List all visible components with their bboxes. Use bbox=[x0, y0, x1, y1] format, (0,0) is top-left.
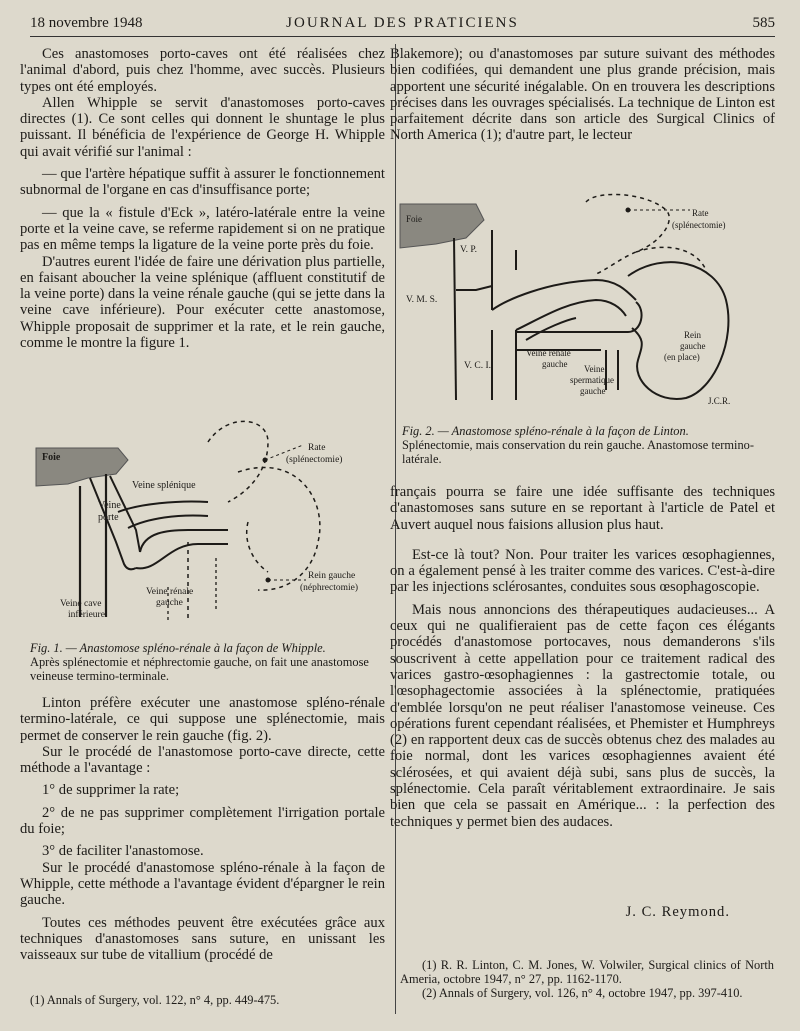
fig2-label-foie: Foie bbox=[406, 214, 423, 224]
paragraph: Toutes ces méthodes peuvent être exécutées grâce aux techniques d'anastomoses sans suture, en unissant les vaisseaux sur tube de vitallium (procédé de bbox=[20, 914, 385, 964]
fig2-label-vms: V. M. S. bbox=[406, 295, 438, 305]
fig1-label-veine-porte-2: porte bbox=[98, 512, 119, 523]
paragraph: Sur le procédé de l'anastomose porto-cave directe, cette méthode a l'avantage : bbox=[20, 743, 385, 777]
footnote-1: (1) R. R. Linton, C. M. Jones, W. Volwiler, Surgical clinics of North Ameria, octobre 1947, n° 27, pp. 1162-1170. bbox=[400, 958, 774, 986]
paragraph: Ces anastomoses porto-caves ont été réalisées chez l'animal d'abord, puis chez l'homme, avec succès. Plusieurs types ont été employés. bbox=[20, 46, 385, 95]
fig2-label-vp: V. P. bbox=[460, 245, 477, 255]
paragraph: Linton préfère exécuter une anastomose spléno-rénale termino-latérale, ce qui suppose une splénectomie, mais permet de conserver le rein gauche (fig. 2). bbox=[20, 695, 385, 744]
author-signature: J. C. Reymond. bbox=[625, 904, 730, 920]
fig1-caption-sub: Après splénectomie et néphrectomie gauche, on fait une anastomose veineuse termino-terminale. bbox=[30, 655, 369, 683]
fig2-label-rate-2: (splénectomie) bbox=[672, 220, 726, 230]
fig1-label-rein-1: Rein gauche bbox=[308, 571, 356, 581]
header-rule bbox=[30, 36, 775, 37]
fig2-caption-title: Fig. 2. — Anastomose spléno-rénale à la façon de Linton. bbox=[402, 424, 689, 438]
fig1-label-rate-2: (splénectomie) bbox=[286, 455, 343, 465]
fig1-label-veine-splenique: Veine splénique bbox=[132, 480, 196, 491]
paragraph: Mais nous annoncions des thérapeutiques audacieuses... A ceux qui ne qualifieraient pas de cette façon ces élégants procédés d'anastomose portocaves, nous demanderons s'ils souscrivent à cette appellation pour ce traitement radical des varices gastro-œsophagiennes : la gastrectomie totale, ou l'œsophagectomie associées à la splénectomie, pratiquées d'emblée lorsqu'on ne peut réaliser l'anastomose veineuse. Ces opérations furent cependant réalisées, et Phemister et Humphreys (2) en rapportent deux cas de succès obtenus chez des malades au foie normal, dont les varices œsophagiennes avaient été sclérosées, et qui avaient déjà subi, sans plus de succès, la splénectomie. Cela paraît véritablement extraordinaire. Je sais bien que cela se passait en Amérique... : la perfection des techniques y permet bien des audaces. bbox=[390, 601, 775, 830]
fig1-label-rate-1: Rate bbox=[308, 443, 326, 453]
fig2-label-veine-renale-1: Veine rénale bbox=[526, 348, 571, 358]
fig2-label-rein-3: (en place) bbox=[664, 352, 700, 362]
fig2-label-rein-2: gauche bbox=[680, 341, 706, 351]
fig2-label-rate-1: Rate bbox=[692, 208, 709, 218]
fig1-label-veine-renale-2: gauche bbox=[156, 598, 183, 608]
fig2-label-veine-sperm-2: spermatique bbox=[570, 375, 614, 385]
fig2-initials: J.C.R. bbox=[708, 396, 731, 406]
footnote-2: (2) Annals of Surgery, vol. 126, n° 4, octobre 1947, pp. 397-410. bbox=[422, 986, 743, 1000]
fig2-label-veine-sperm-1: Veine bbox=[584, 364, 605, 374]
fig2-label-veine-sperm-3: gauche bbox=[580, 386, 606, 396]
paragraph: 1° de supprimer la rate; bbox=[42, 782, 180, 799]
paragraph: 3° de faciliter l'anastomose. bbox=[42, 843, 204, 860]
right-column-bottom bbox=[390, 484, 775, 830]
fig2-label-vci: V. C. I. bbox=[464, 361, 492, 371]
fig1-label-veine-renale-1: Veine rénale bbox=[146, 587, 194, 597]
page-number: 585 bbox=[752, 15, 775, 31]
paragraph: Allen Whipple se servit d'anastomoses porto-caves directes (1). Ce sont celles qui donnent le shuntage le plus puissant. Il bénéficia de l'expérience de George H. Whipple qui avait vérifié sur l'animal : bbox=[20, 94, 385, 160]
fig2-label-rein-1: Rein bbox=[684, 330, 701, 340]
left-column-top bbox=[20, 46, 385, 351]
paragraph: — que l'artère hépatique suffit à assurer le fonctionnement subnormal de l'organe en cas d'insuffisance porte; bbox=[20, 166, 385, 199]
footnote-1: (1) Annals of Surgery, vol. 122, n° 4, pp. 449-475. bbox=[30, 993, 280, 1007]
header-date: 18 novembre 1948 bbox=[30, 15, 143, 31]
figure-2-diagram bbox=[396, 190, 776, 415]
fig2-caption-sub: Splénectomie, mais conservation du rein gauche. Anastomose termino-latérale. bbox=[402, 438, 755, 466]
right-footnotes bbox=[400, 958, 774, 1000]
page-header bbox=[30, 10, 775, 36]
left-footnote bbox=[30, 993, 385, 1007]
journal-title: JOURNAL DES PRATICIENS bbox=[286, 15, 519, 31]
right-column-top bbox=[390, 46, 775, 144]
figure-1-caption bbox=[30, 641, 385, 683]
paragraph: Sur le procédé d'anastomose spléno-rénale à la façon de Whipple, cette méthode a l'avantage évident d'épargner le rein gauche. bbox=[20, 859, 385, 909]
figure-1-diagram bbox=[28, 412, 378, 637]
figure-2-caption bbox=[402, 424, 772, 466]
left-column-bottom bbox=[20, 695, 385, 963]
paragraph: — que la « fistule d'Eck », latéro-latérale entre la veine porte et la veine cave, se referme rapidement si on ne pratique pas en même temps la ligature de la veine porte près du foie. bbox=[20, 204, 385, 254]
fig1-label-veine-cave-2: inférieure bbox=[68, 610, 105, 620]
paragraph: Est-ce là tout? Non. Pour traiter les varices œsophagiennes, on a également pensé à les traiter comme des varices. C'est-à-dire par les injections sclérosantes, conduites sous œsophagoscopie. bbox=[390, 546, 775, 596]
fig1-label-veine-porte-1: Veine bbox=[98, 500, 121, 511]
paragraph: français pourra se faire une idée suffisante des techniques d'anastomoses sans suture en se reportant à l'article de Patel et Auvert auquel nous faisions allusion plus haut. bbox=[390, 484, 775, 533]
fig1-caption-title: Fig. 1. — Anastomose spléno-rénale à la façon de Whipple. bbox=[30, 641, 326, 655]
fig1-label-foie: Foie bbox=[42, 452, 61, 463]
paragraph: D'autres eurent l'idée de faire une dérivation plus partielle, en faisant aboucher la veine splénique (affluent constitutif de la veine porte) dans la veine rénale gauche (qui se jette dans la veine cave inférieure). Pour exécuter cette anastomose, Whipple proposait de supprimer et la rate, et le rein gauche, comme le montre la figure 1. bbox=[20, 253, 385, 352]
paragraph: 2° de ne pas supprimer complètement l'irrigation portale du foie; bbox=[20, 804, 385, 838]
fig1-label-veine-cave-1: Veine cave bbox=[60, 599, 102, 609]
fig2-label-veine-renale-2: gauche bbox=[542, 359, 568, 369]
paragraph: Blakemore); ou d'anastomoses par suture suivant des méthodes bien codifiées, qui demandent une plus grande précision, mais apportent une sécurité inégalable. On en trouvera les descriptions précises dans les ouvrages spécialisés. La technique de Linton est parfaitement décrite dans son article des Surgical Clinics of North America (1); d'autre part, le lecteur bbox=[390, 46, 775, 144]
fig1-label-rein-2: (néphrectomie) bbox=[300, 583, 359, 593]
